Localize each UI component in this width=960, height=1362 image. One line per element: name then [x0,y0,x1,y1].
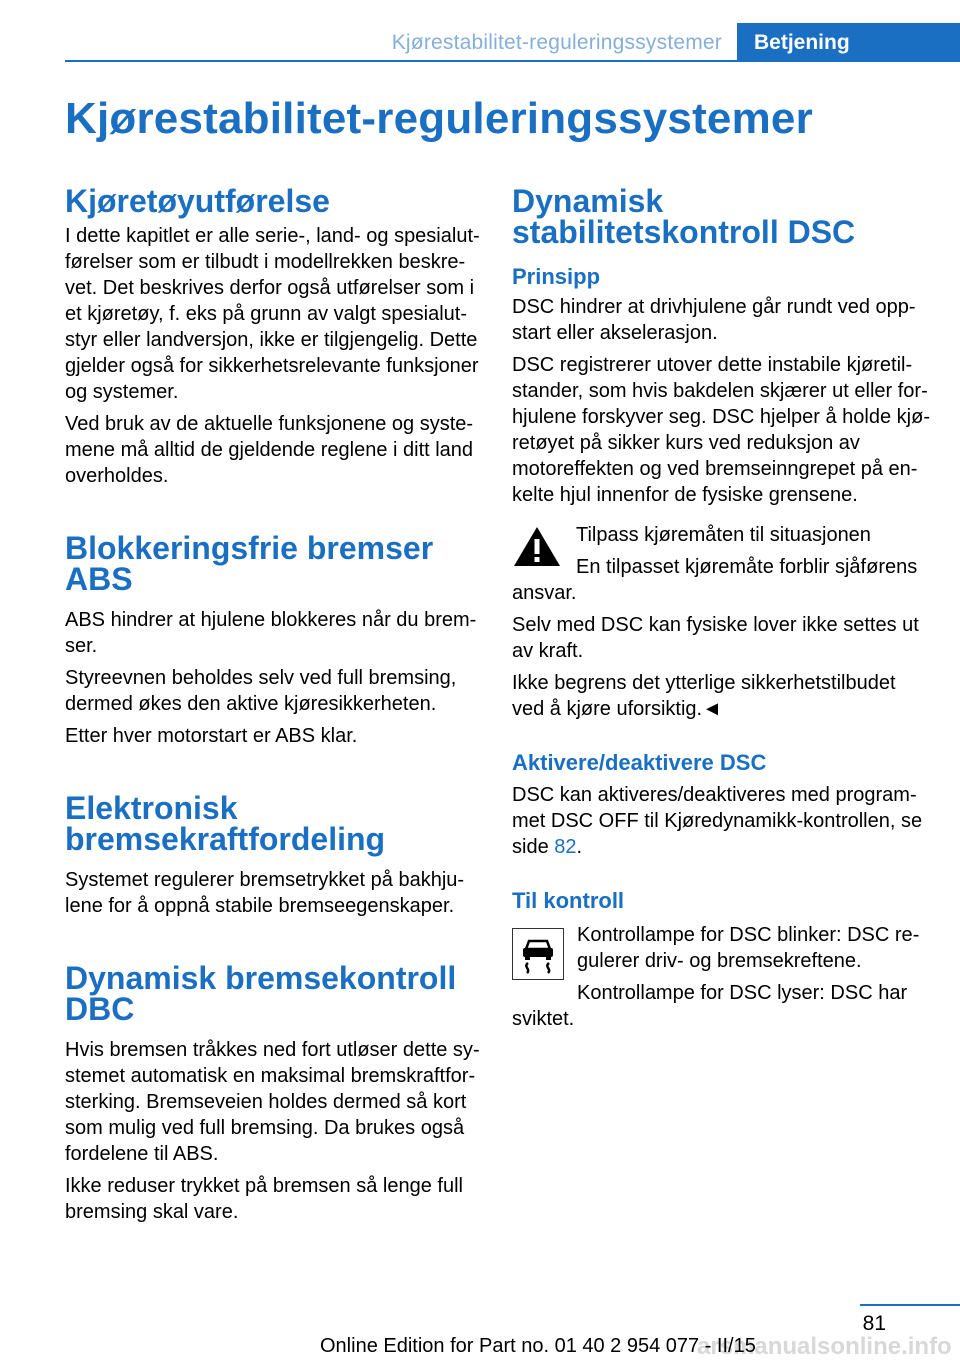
header-divider [65,60,960,62]
paragraph: Systemet regulerer bremsetrykket på bakhjulene for å oppnå stabile bremseegenskaper. [65,869,465,917]
section-heading-abs: Blokkeringsfrie bremser ABS [65,530,434,597]
paragraph [512,782,932,860]
paragraph: Styreevnen beholdes selv ved full bremsing, dermed økes den aktive kjøresikkerheten. [65,667,457,715]
paragraph-text: . [576,836,583,858]
paragraph: Ved bruk av de aktuelle funksjonene og systemene må alltid de gjeldende reglene i ditt land overholdes. [65,413,474,487]
page-title: Kjørestabilitet-reguleringssystemer [65,94,813,143]
paragraph: Hvis bremsen tråkkes ned fort utløser dette systemet automatisk en maksimal bremskraftforsterking. Bremseveien holdes dermed så kort som mulig ved full bremsing. Da brukes også fordelene til ABS. [65,1039,480,1165]
warning-text: Ikke begrens det ytterlige sikkerhetstilbudet ved å kjøre uforsiktig.◄ [512,672,896,720]
header-section-title: Kjørestabilitet-reguleringssystemer [391,31,722,54]
paragraph: DSC registrerer utover dette instabile kjøretilstander, som hvis bakdelen skjærer ut eller forhjulene forskyver seg. DSC hjelper å holde kjøretøyet på sikker kurs ved reduksjon av motoreffekten og ved bremseinngrepet på enkelte hjul innenfor de fysiske grensene. [512,354,930,506]
section-heading-ebd: Elektronisk bremsekraftfordeling [65,790,386,857]
chapter-tab[interactable]: Betjening [737,23,960,62]
subheading-activate-dsc: Aktivere/deaktivere DSC [512,750,767,775]
paragraph: I dette kapitlet er alle serie-, land- og spesialutførelser som er tilbudt i modellrekken beskrevet. Det beskrives derfor også utførelser som i et kjøretøy, f. eks på grunn av valgt spesialutstyr eller landversjon, ikke er tilgjengelig. Dette gjelder også for sikkerhetsrelevante funksjoner og systemer. [65,225,480,403]
subheading-indicator: Til kontroll [512,888,625,913]
paragraph-text: DSC kan aktiveres/deaktiveres med programmet DSC OFF til Kjøredynamikk-kontrollen, se side [512,784,923,858]
watermark: arsmanualsonline.info [697,1333,952,1360]
paragraph: DSC hindrer at drivhjulene går rundt ved oppstart eller akselerasjon. [512,296,916,344]
dsc-skid-car-icon [512,928,564,980]
warning-triangle-icon [512,524,562,568]
section-heading-dbc: Dynamisk bremsekontroll DBC [65,960,457,1027]
warning-text: Selv med DSC kan fysiske lover ikke settes ut av kraft. [512,614,919,662]
right-column [512,182,932,1032]
indicator-text: Kontrollampe for DSC lyser: DSC har sviktet. [512,982,908,1030]
paragraph: Etter hver motorstart er ABS klar. [65,725,358,747]
section-heading-vehicle-version: Kjøretøyutførelse [65,183,330,219]
page-reference-link[interactable]: 82 [554,836,577,858]
page-number: 81 [862,1312,886,1335]
left-column [65,182,485,1225]
warning-notice [512,522,932,722]
paragraph: Ikke reduser trykket på bremsen så lenge full bremsing skal vare. [65,1175,463,1223]
warning-title: Tilpass kjøremåten til situasjonen [576,524,871,546]
footer-divider [860,1304,960,1306]
warning-text: En tilpasset kjøremåte forblir sjåførens ansvar. [512,556,918,604]
subheading-principle: Prinsipp [512,264,601,289]
footer-edition: Online Edition for Part no. 01 40 2 954 077 - II/15 [320,1335,756,1357]
indicator-notice [512,922,932,1032]
paragraph: ABS hindrer at hjulene blokkeres når du bremser. [65,609,477,657]
indicator-text: Kontrollampe for DSC blinker: DSC regulerer driv- og bremsekreftene. [577,924,920,972]
section-heading-dsc: Dynamisk stabilitetskontroll DSC [512,183,856,250]
